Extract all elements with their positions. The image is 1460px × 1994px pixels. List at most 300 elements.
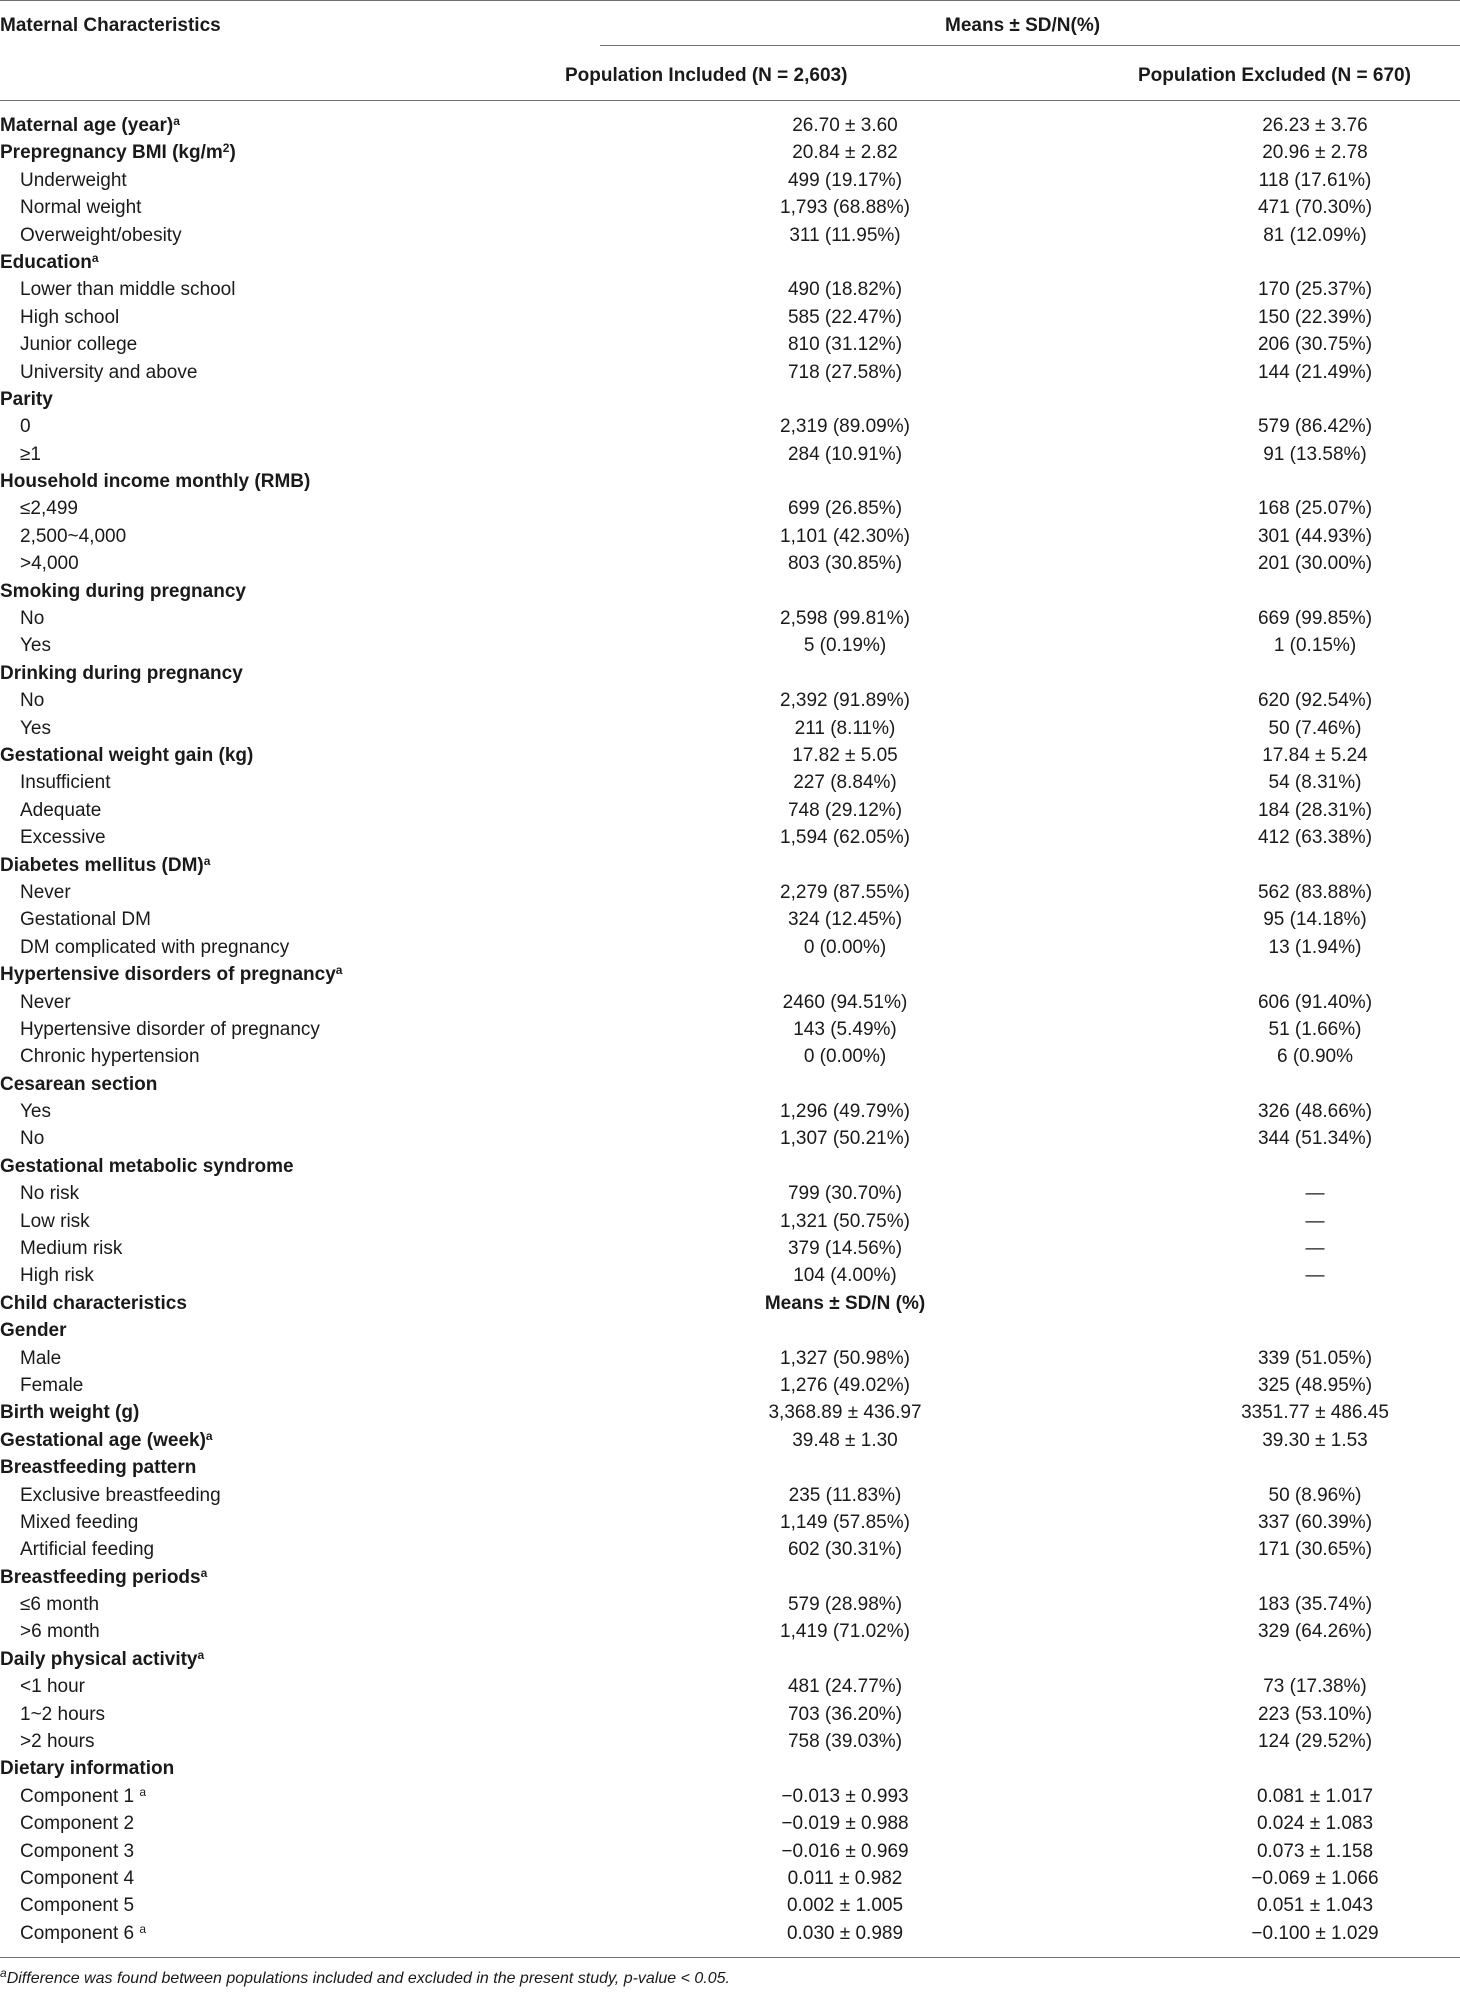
value-included: 579 (28.98%) [787, 1594, 903, 1616]
value-excluded: 171 (30.65%) [1257, 1539, 1373, 1561]
row-label [20, 1372, 83, 1399]
value-included: 2,319 (89.09%) [780, 416, 910, 438]
row-label-text: Cesarean section [0, 1073, 158, 1095]
table-section-row [0, 660, 1460, 687]
row-label-text: No risk [20, 1183, 80, 1205]
table-row [0, 304, 1460, 331]
table-row [0, 1098, 1460, 1125]
row-label [0, 468, 310, 495]
header-bottom-rule [0, 100, 1460, 101]
row-label-text: Component 2 [20, 1813, 135, 1835]
value-included: 0 (0.00%) [803, 1046, 887, 1068]
row-label-text: Breastfeeding periods [0, 1566, 201, 1588]
row-label [20, 879, 71, 906]
value-excluded: 168 (25.07%) [1257, 498, 1373, 520]
table-section-row [0, 1564, 1460, 1591]
row-label [20, 1235, 122, 1262]
row-label-text: 0 [20, 416, 31, 438]
table-section-row [0, 1646, 1460, 1673]
value-included: 227 (8.84%) [793, 772, 897, 794]
row-label [20, 441, 41, 468]
table-row [0, 523, 1460, 550]
row-label [20, 1728, 94, 1755]
value-included: 718 (27.58%) [787, 361, 903, 383]
footnote-marker: a [139, 1921, 147, 1936]
row-label-text: Household income monthly (RMB) [0, 471, 311, 493]
value-excluded: 669 (99.85%) [1257, 608, 1373, 630]
table-section-row [0, 139, 1460, 166]
value-excluded: — [1305, 1183, 1325, 1205]
row-label-text: Drinking during pregnancy [0, 662, 243, 684]
row-label-text: Diabetes mellitus (DM) [0, 854, 204, 876]
row-label-text: Mixed feeding [20, 1511, 139, 1533]
row-label-text: Gestational metabolic syndrome [0, 1155, 294, 1177]
value-included: 17.82 ± 5.05 [792, 744, 898, 766]
value-excluded: 73 (17.38%) [1263, 1676, 1367, 1698]
row-label-text: Breastfeeding pattern [0, 1457, 197, 1479]
row-label [20, 1043, 200, 1070]
row-label [20, 1509, 138, 1536]
table-section-row [0, 742, 1460, 769]
row-label [20, 605, 44, 632]
bottom-rule [0, 1957, 1460, 1958]
value-included: 1,321 (50.75%) [780, 1210, 910, 1232]
row-label [20, 276, 235, 303]
value-included: 585 (22.47%) [787, 306, 903, 328]
value-included: 0.002 ± 1.005 [786, 1895, 904, 1917]
row-label [20, 1345, 61, 1372]
row-label [0, 1454, 196, 1481]
row-label-text: Gestational age (week) [0, 1429, 206, 1451]
value-included: 0.030 ± 0.989 [786, 1922, 904, 1944]
value-included: 26.70 ± 3.60 [792, 115, 898, 136]
table-section-row [0, 468, 1460, 495]
table-row [0, 1509, 1460, 1536]
row-label-text: Component 1 [20, 1785, 140, 1807]
table-row [0, 1125, 1460, 1152]
table-row [0, 1701, 1460, 1728]
row-label-text: 1~2 hours [20, 1703, 106, 1725]
row-label [20, 632, 51, 659]
row-label [0, 1399, 139, 1426]
value-excluded: 412 (63.38%) [1257, 827, 1373, 849]
row-label-text: Hypertensive disorder of pregnancy [20, 1018, 320, 1040]
row-label [20, 1810, 134, 1837]
value-included: Means ± SD/N (%) [764, 1292, 926, 1314]
header-included: Population Included (N = 2,603) [565, 65, 848, 86]
row-label-text: DM complicated with pregnancy [20, 936, 290, 958]
row-label [0, 852, 210, 879]
table-row [0, 167, 1460, 194]
row-label [0, 1427, 213, 1454]
value-included: 799 (30.70%) [787, 1183, 903, 1205]
value-included: 311 (11.95%) [789, 224, 901, 246]
footnote-marker: a [139, 1784, 147, 1799]
value-excluded: 201 (30.00%) [1257, 553, 1373, 575]
table-row [0, 1591, 1460, 1618]
row-label [0, 961, 342, 988]
row-label [0, 1646, 204, 1673]
row-label [0, 1755, 174, 1782]
row-label-text: Component 3 [20, 1840, 135, 1862]
value-included: 703 (36.20%) [787, 1703, 903, 1725]
table-row [0, 1892, 1460, 1919]
row-label [20, 1701, 105, 1728]
table-row [0, 605, 1460, 632]
row-label [20, 1180, 79, 1207]
value-excluded: 1 (0.15%) [1273, 635, 1357, 657]
row-label [20, 1208, 90, 1235]
top-rule [0, 0, 1460, 1]
value-included: 758 (39.03%) [787, 1731, 903, 1753]
row-label-text: ≥1 [20, 443, 41, 465]
value-included: 810 (31.12%) [787, 334, 903, 356]
value-included: 1,419 (71.02%) [780, 1621, 910, 1643]
row-label-text: Child characteristics [0, 1292, 187, 1314]
row-label-text: Component 6 [20, 1922, 140, 1944]
row-label-text: >2 hours [20, 1731, 95, 1753]
value-excluded: 17.84 ± 5.24 [1262, 744, 1368, 766]
value-excluded: 81 (12.09%) [1263, 224, 1367, 246]
value-excluded: 54 (8.31%) [1268, 772, 1362, 794]
row-label-text: Insufficient [20, 772, 111, 794]
row-label [0, 1564, 207, 1591]
row-label [0, 386, 53, 413]
footnote-marker: a [173, 114, 180, 128]
value-included: 324 (12.45%) [787, 909, 903, 931]
table-row [0, 687, 1460, 714]
value-included: 2,598 (99.81%) [780, 608, 910, 630]
table-section-row [0, 1317, 1460, 1344]
value-excluded: −0.100 ± 1.029 [1251, 1922, 1379, 1944]
value-included: −0.016 ± 0.969 [781, 1840, 909, 1862]
value-excluded: 562 (83.88%) [1257, 881, 1373, 903]
row-label [20, 906, 151, 933]
row-label [20, 1618, 100, 1645]
row-label-text: Dietary information [0, 1758, 175, 1780]
table-row [0, 769, 1460, 796]
row-label-text: Artificial feeding [20, 1539, 155, 1561]
table-section-row [0, 961, 1460, 988]
value-included: 5 (0.19%) [803, 635, 887, 657]
value-excluded: 0.024 ± 1.083 [1256, 1813, 1374, 1835]
row-label [20, 824, 106, 851]
row-label [20, 359, 197, 386]
value-excluded: −0.069 ± 1.066 [1251, 1868, 1379, 1889]
row-label [20, 304, 119, 331]
row-label [20, 769, 110, 796]
value-included: 104 (4.00%) [793, 1265, 897, 1287]
table-row [0, 632, 1460, 659]
table-row [0, 824, 1460, 851]
table-row [0, 1810, 1460, 1837]
row-label-text: Gestational DM [20, 909, 151, 931]
row-label [20, 331, 137, 358]
table-row [0, 550, 1460, 577]
row-label-text: No [20, 690, 45, 712]
row-label-text: Hypertensive disorders of pregnancy [0, 964, 336, 986]
row-label-text: Lower than middle school [20, 279, 236, 301]
superscript: 2 [222, 141, 230, 156]
value-excluded: 329 (64.26%) [1257, 1621, 1373, 1643]
row-label-text: Yes [20, 635, 51, 657]
table-row [0, 1345, 1460, 1372]
value-included: 602 (30.31%) [787, 1539, 903, 1561]
row-label-text: Gender [0, 1320, 67, 1342]
table-row [0, 1865, 1460, 1892]
row-label-text: Parity [0, 388, 53, 410]
table-row [0, 1673, 1460, 1700]
footnote-text: Difference was found between populations included and excluded in the present study, p-value < 0.05. [6, 1970, 730, 1987]
table-section-row [0, 578, 1460, 605]
value-included: −0.013 ± 0.993 [781, 1785, 909, 1807]
table-row [0, 1208, 1460, 1235]
value-excluded: 301 (44.93%) [1257, 525, 1373, 547]
row-label-text: University and above [20, 361, 198, 383]
value-excluded: 206 (30.75%) [1257, 334, 1373, 356]
row-label-text: Smoking during pregnancy [0, 580, 246, 602]
table-row [0, 715, 1460, 742]
row-label-text: No [20, 608, 45, 630]
value-excluded: 223 (53.10%) [1257, 1703, 1373, 1725]
value-included: 499 (19.17%) [787, 169, 903, 191]
row-label-text: Daily physical activity [0, 1648, 198, 1670]
value-excluded: 20.96 ± 2.78 [1262, 142, 1368, 164]
value-included: 1,101 (42.30%) [780, 525, 910, 547]
row-label-text: Male [20, 1347, 62, 1369]
row-label [20, 687, 44, 714]
row-label-text: Component 5 [20, 1895, 135, 1917]
value-included: 699 (26.85%) [787, 498, 903, 520]
value-excluded: 170 (25.37%) [1257, 279, 1373, 301]
table-section-row [0, 1153, 1460, 1180]
value-excluded: 39.30 ± 1.53 [1262, 1429, 1368, 1451]
value-included: 748 (29.12%) [787, 799, 903, 821]
table-row [0, 1043, 1460, 1070]
footnote-mark: a [0, 1966, 7, 1980]
value-excluded: 325 (48.95%) [1257, 1374, 1373, 1396]
row-label [20, 989, 71, 1016]
table-row [0, 1536, 1460, 1563]
row-label-text: Low risk [20, 1210, 90, 1232]
value-included: 490 (18.82%) [787, 279, 903, 301]
footnote-marker: a [197, 1647, 205, 1662]
table-row [0, 495, 1460, 522]
row-label-text: Female [20, 1374, 84, 1396]
table-row [0, 989, 1460, 1016]
row-label [20, 413, 31, 440]
table-row [0, 1618, 1460, 1645]
value-excluded: 344 (51.34%) [1257, 1128, 1373, 1150]
row-label [20, 797, 101, 824]
table-section-row [0, 249, 1460, 276]
table-section-row [0, 1290, 1460, 1317]
footnote-marker: a [200, 1565, 208, 1580]
row-label [20, 194, 141, 221]
row-label-text: Exclusive breastfeeding [20, 1484, 221, 1506]
row-label [20, 1125, 44, 1152]
row-label-text: Gestational weight gain (kg) [0, 744, 254, 766]
table-row [0, 441, 1460, 468]
value-excluded: 6 (0.90% [1276, 1046, 1354, 1068]
row-label [20, 715, 51, 742]
row-label [20, 1482, 221, 1509]
row-label [20, 222, 182, 249]
table-row [0, 359, 1460, 386]
value-included: 0.011 ± 0.982 [787, 1868, 903, 1889]
value-excluded: 0.073 ± 1.158 [1256, 1840, 1374, 1862]
row-label [0, 139, 236, 166]
row-label-text: Prepregnancy BMI (kg/m [0, 142, 223, 164]
row-label [20, 1892, 134, 1919]
row-label-text: Education [0, 251, 92, 273]
header-excluded: Population Excluded (N = 670) [1138, 65, 1411, 86]
row-label [20, 167, 127, 194]
table-row [0, 194, 1460, 221]
row-label-text: >4,000 [20, 553, 79, 575]
value-included: 1,307 (50.21%) [780, 1128, 910, 1150]
value-excluded: 471 (70.30%) [1257, 197, 1373, 219]
row-label-text: Adequate [20, 799, 102, 821]
value-excluded: — [1305, 1238, 1325, 1260]
value-excluded: 50 (7.46%) [1268, 717, 1362, 739]
table-row [0, 1728, 1460, 1755]
row-label-text: Never [20, 991, 71, 1013]
row-label [20, 1536, 154, 1563]
row-label [20, 1783, 146, 1810]
row-label-text: ≤6 month [20, 1594, 100, 1616]
value-included: 20.84 ± 2.82 [792, 142, 898, 164]
value-excluded: — [1305, 1210, 1325, 1232]
row-label-text: 2,500~4,000 [20, 525, 127, 547]
table-row [0, 906, 1460, 933]
table-row [0, 1838, 1460, 1865]
value-excluded: 339 (51.05%) [1257, 1347, 1373, 1369]
row-label-text: Yes [20, 717, 51, 739]
header-group: Means ± SD/N(%) [945, 15, 1101, 36]
table-section-row [0, 112, 1460, 139]
table-section-row [0, 1755, 1460, 1782]
value-included: 211 (8.11%) [794, 717, 896, 739]
row-label-text: Component 4 [20, 1868, 135, 1889]
footnote-marker: a [91, 250, 99, 265]
row-label-text: Overweight/obesity [20, 224, 182, 246]
row-label [0, 112, 180, 139]
value-excluded: 579 (86.42%) [1257, 416, 1373, 438]
table-section-row [0, 1454, 1460, 1481]
value-included: −0.019 ± 0.988 [781, 1813, 909, 1835]
table-row [0, 797, 1460, 824]
value-excluded: 0.051 ± 1.043 [1256, 1895, 1374, 1917]
value-excluded: 144 (21.49%) [1257, 361, 1373, 383]
row-label [20, 1838, 134, 1865]
value-included: 1,296 (49.79%) [780, 1101, 910, 1123]
table-row [0, 1235, 1460, 1262]
row-label [20, 1591, 99, 1618]
table-section-row [0, 852, 1460, 879]
row-label-text: Excessive [20, 827, 106, 849]
value-excluded: 51 (1.66%) [1268, 1018, 1362, 1040]
value-excluded: 3351.77 ± 486.45 [1241, 1402, 1389, 1424]
value-excluded: 91 (13.58%) [1263, 443, 1367, 465]
table-row [0, 1016, 1460, 1043]
table-row [0, 276, 1460, 303]
value-included: 1,793 (68.88%) [780, 197, 910, 219]
table-row [0, 222, 1460, 249]
table-row [0, 1920, 1460, 1947]
row-label-text: Medium risk [20, 1238, 123, 1260]
value-excluded: 150 (22.39%) [1257, 306, 1373, 328]
value-excluded: 620 (92.54%) [1257, 690, 1373, 712]
value-included: 1,276 (49.02%) [780, 1374, 910, 1396]
value-excluded: 184 (28.31%) [1257, 799, 1373, 821]
table-row [0, 1482, 1460, 1509]
value-excluded: 118 (17.61%) [1258, 169, 1372, 191]
value-included: 2,392 (91.89%) [780, 690, 910, 712]
value-excluded: 13 (1.94%) [1268, 936, 1362, 958]
row-label-text: Junior college [20, 334, 138, 356]
row-label [0, 249, 99, 276]
row-label [20, 1262, 94, 1289]
row-label [0, 578, 246, 605]
value-included: 481 (24.77%) [787, 1676, 903, 1698]
value-included: 0 (0.00%) [803, 936, 887, 958]
table-row [0, 1372, 1460, 1399]
value-excluded: 124 (29.52%) [1257, 1731, 1373, 1753]
row-label-text: Chronic hypertension [20, 1046, 200, 1068]
table-row [0, 879, 1460, 906]
row-label [0, 1317, 67, 1344]
table-row [0, 1180, 1460, 1207]
row-label [20, 1865, 134, 1892]
row-label-text: High school [20, 306, 120, 328]
value-excluded: 0.081 ± 1.017 [1256, 1785, 1374, 1807]
value-included: 379 (14.56%) [787, 1238, 903, 1260]
value-included: 143 (5.49%) [793, 1018, 897, 1040]
row-label [0, 1071, 157, 1098]
value-excluded: — [1305, 1265, 1325, 1287]
value-included: 1,594 (62.05%) [780, 827, 910, 849]
row-label-text: Yes [20, 1101, 51, 1123]
table-section-row [0, 1071, 1460, 1098]
table-section-row [0, 1399, 1460, 1426]
row-label [0, 660, 243, 687]
value-included: 803 (30.85%) [787, 553, 903, 575]
row-label-text: No [20, 1128, 45, 1150]
row-label-text: ≤2,499 [20, 498, 78, 520]
value-included: 1,149 (57.85%) [780, 1511, 910, 1533]
row-label-text: Birth weight (g) [0, 1402, 140, 1424]
row-label [0, 1153, 294, 1180]
row-label-text: High risk [20, 1265, 94, 1287]
row-label [20, 550, 79, 577]
table-row [0, 1262, 1460, 1289]
table-row [0, 934, 1460, 961]
group-rule [600, 45, 1460, 46]
value-included: 2,279 (87.55%) [780, 881, 910, 903]
row-label [20, 495, 78, 522]
value-excluded: 183 (35.74%) [1257, 1594, 1373, 1616]
row-label-suffix: ) [229, 142, 236, 164]
row-label [20, 1673, 85, 1700]
value-included: 235 (11.83%) [788, 1484, 902, 1506]
value-included: 39.48 ± 1.30 [792, 1429, 898, 1451]
row-label [0, 1290, 187, 1317]
table-row [0, 413, 1460, 440]
table-section-row [0, 386, 1460, 413]
value-excluded: 337 (60.39%) [1257, 1511, 1373, 1533]
row-label-text: Never [20, 881, 71, 903]
